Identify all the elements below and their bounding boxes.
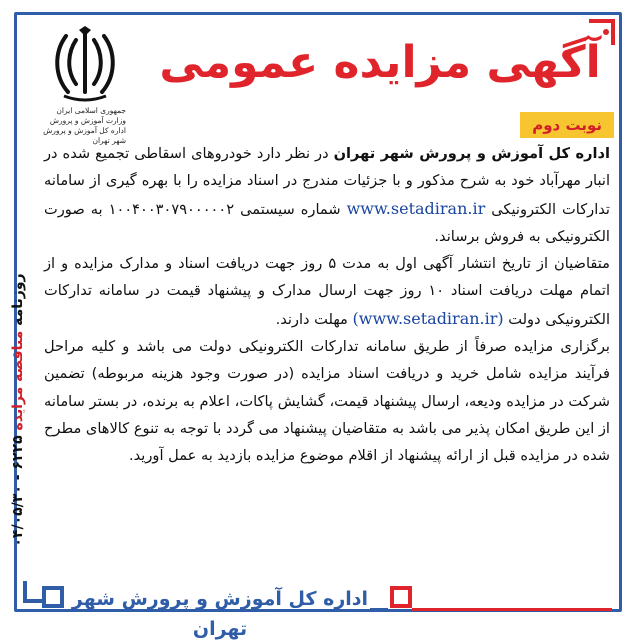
paragraph-1 [44, 140, 610, 250]
footer-org: اداره کل آموزش و پرورش شهر تهران [71, 588, 369, 640]
footer [40, 586, 604, 640]
emblem-block [40, 26, 130, 146]
footer-square-blue [42, 586, 64, 608]
emblem-line-3: اداره کل آموزش و پرورش شهر تهران [43, 126, 126, 145]
iran-emblem-icon [50, 26, 120, 104]
emblem-line-1: جمهوری اسلامی ایران [56, 106, 126, 115]
paper-name: مناقصه مزایده [10, 330, 26, 431]
round-badge: نوبت دوم [520, 112, 614, 138]
footer-line-blue [370, 608, 388, 611]
issue-meta: ۶۲۲۵ - ۰۴/۰۵/۳۰ [10, 435, 26, 547]
ad-body [44, 140, 610, 550]
p2-text-a: متقاضیان از تاریخ انتشار آگهی اول به مدت ۵ روز جهت دریافت اسناد و مدارک مزایده و از اتمام مهلت دریافت اسناد ۱۰ روز جهت ارسال مدارک و پیشنهاد قیمت در سامانه تدارکات الکترونیکی دولت [44, 255, 611, 328]
p2-text-b: مهلت دارند. [275, 310, 353, 328]
emblem-line-2: وزارت آموزش و پرورش [49, 116, 126, 125]
ad-title: آگهی مزایده عمومی [159, 37, 601, 88]
footer-line-red [412, 608, 612, 611]
p1-text-a: در نظر دارد خودروهای اسقاطی تجمیع شده در انبار مهرآباد خود به شرح مذکور و با جزئیات مندرج در اسناد مزایده را با بهره گیری از سامانه تدارکات الکترونیکی [44, 145, 610, 218]
setad-link[interactable]: www.setadiran.ir [346, 198, 486, 218]
footer-square-red [390, 586, 412, 608]
org-name: اداره کل آموزش و پرورش شهر تهران [333, 145, 610, 162]
side-strip-text [10, 250, 26, 570]
paper-label: روزنامه [10, 273, 26, 326]
paragraph-3: برگزاری مزایده صرفاً از طریق سامانه تدارکات الکترونیکی دولت می باشد و کلیه مراحل فرآیند مزایده شامل خرید و دریافت اسناد مزایده (در صورت وجود هزینه مربوطه) تضمین شرکت در مزایده ودیعه، ارسال پیشنهاد قیمت، گشایش پاکات، اعلام به برنده، در بستر سامانه از این طریق امکان پذیر می باشد به متقاضیان پیشنهاد می گردد با توجه به تنوع کالاهای مطرح شده در مزایده قبل از ارائه پیشنهاد از اقلام موضوع مزایده بازدید به عمل آورید. [44, 338, 610, 465]
side-strip [4, 250, 32, 570]
setad-link-2[interactable]: (www.setadiran.ir) [352, 308, 504, 328]
paragraph-2 [44, 250, 610, 333]
p1-text-b: شماره سیستمی ۱۰۰۴۰۰۳۰۷۹۰۰۰۰۰۲ به صورت الکترونیکی به فروش برساند. [44, 200, 610, 245]
